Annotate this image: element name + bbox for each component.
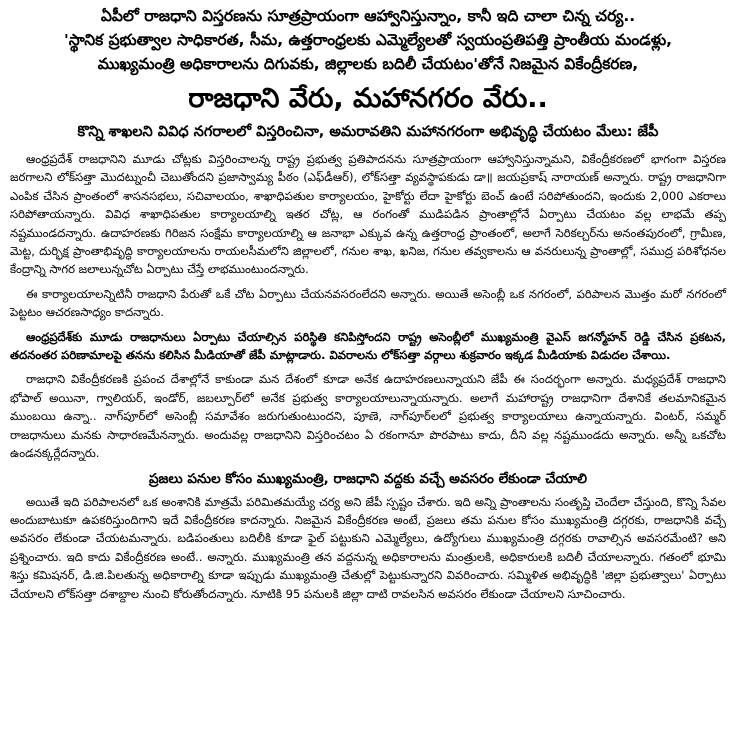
paragraph-3: ఆంధ్రప్రదేశ్‌కు మూడు రాజధానులు ఏర్పాటు చేయాల్సిన పరిస్థితి కనిపిస్తోందని రాష్ట్ర అసెంబ్లీలో ముఖ్యమంత్రి వైఎస్ జగన్మోహన్ రెడ్డి చేసిన ప్రకటన, తదనంతర పరిణామాలపై తనను కలిసిన మీడియాతో జేపీ మాట్లాడారు. వివరాలను లోక్‌సత్తా వర్గాలు శుక్రవారం ఇక్కడ మీడియాకు విడుదల చేశాయి. (10, 329, 726, 363)
section-heading: ప్రజలు పనుల కోసం ముఖ్యమంత్రి, రాజధాని వద్దకు వచ్చే అవసరం లేకుండా చేయాలి (148, 470, 588, 487)
headline: రాజధాని వేరు, మహానగరం వేరు.. (188, 83, 548, 114)
closing-paragraph: అయితే ఇది పరిపాలనలో ఒక అంశానికి మాత్రమే పరిమితమయ్యే చర్య అని జేపీ స్పష్టం చేశారు. ఇది అన్ని ప్రాంతాలను సంతృప్తి చెందేలా చేస్తుంది, కొన్ని సేవల అందుబాటుకూ ఉపకరిస్తుందిగాని ఇదే వికేంద్రీకరణ కాదన్నారు. నిజమైన వికేంద్రీకరణ అంటే, ప్రజలు తమ పనుల కోసం ముఖ్యమంత్రి దగ్గరకు, రాజధానికి వచ్చే అవసరం లేకుండా చేయటమన్నారు. బడిపంతులు బదిలీకి కూడా ఫైల్ పట్టుకుని ఎమ్మెల్యేలు, ఉద్యోగులు ముఖ్యమంత్రి దగ్గరకు రావాల్సిన అవసరమేంటి? అని ప్రశ్నించారు. ఇది కాదు వికేంద్రీకరణ అంటే.. అన్నారు. ముఖ్యమంత్రి తన వద్దనున్న అధికారాలను మంత్రులకి, అధికారులకి బదిలీ చేయాలన్నారు. గతంలో భూమి శిస్తు కమిషనర్, డి.జి.పిలతున్న అధికారాల్ని కూడా ఇప్పుడు ముఖ్యమంత్రి చేతుల్లో పెట్టుకున్నారని వివరించారు. సమ్మిళిత అభివృద్ధికి 'జిల్లా ప్రభుత్వాలు' ఏర్పాటు చేయాలని లోక్‌సత్తా దశాబ్దాల నుంచి కోరుతోందన్నారు. నూటికి 95 పనులకి జిల్లా దాటి రావలసిన అవసరం లేకుండా చేయాలని సూచించారు. (10, 494, 726, 601)
subhead: కొన్ని శాఖలని వివిధ నగరాలలో విస్తరించినా, అమరావతిని మహానగరంగా అభివృద్ధి చేయటం మేలు: జేపీ (77, 124, 659, 140)
kicker-line-2: 'స్థానిక ప్రభుత్వాల సాధికారత, సీమ, ఉత్తరాంధ్రలకు ఎమ్మెల్యేలతో స్వయంప్రతిపత్తి ప్రాంతీయ మండళ్లు, (63, 31, 673, 49)
paragraph-2: ఈ కార్యాలయాలన్నిటినీ రాజధాని పేరుతో ఒకే చోట ఏర్పాటు చేయనవసరంలేదని అన్నారు. అయితే అసెంబ్లీ ఒక నగరంలో, పరిపాలన మొత్తం మరో నగరంలో పెట్టటం ఆచరణసాధ్యం కాదన్నారు. (10, 286, 726, 320)
article-body (10, 150, 726, 603)
kicker-line-3: ముఖ్యమంత్రి అధికారాలను దిగువకు, జిల్లాలకు బదిలీ చేయటం'తోనే నిజమైన వికేంద్రీకరణ, (97, 55, 639, 73)
paragraph-4: రాజధాని వికేంద్రీకరణకి ప్రపంచ దేశాల్లోనే కాకుండా మన దేశంలో కూడా అనేక ఉదాహరణలున్నాయని జేపీ ఈ సందర్భంగా అన్నారు. మధ్యప్రదేశ్ రాజధాని భోపాల్ అయినా, గ్వాలియర్, ఇండోర్, జబల్పూర్‌లో అనేక ప్రభుత్వ కార్యాలయాలున్నాయన్నారు. అలాగే మహారాష్ట్ర రాజధానిగా దేశానికే తలమానికమైన ముంబయి ఉన్నా.. నాగ్‌పూర్‌లో అసెంబ్లీ సమావేశం జరుగుతుంటుందని, పూణె, నాగ్‌పూర్‌లలో ప్రభుత్వ కార్యాలయాలు ఉన్నాయన్నారు. వింటర్, సమ్మర్ రాజధానులు మనకు సాధారణమేనన్నారు. అందువల్ల రాజధానిని విస్తరించటం ఏ రకంగానూ పొరపాటు కాదు, దీని వల్ల నష్టముండదు అన్నారు. అన్నీ ఒకచోట ఉండనక్కర్లేదన్నారు. (10, 372, 726, 461)
paragraph-1: ఆంధ్రప్రదేశ్ రాజధానిని మూడు చోట్లకు విస్తరించాలన్న రాష్ట్ర ప్రభుత్వ ప్రతిపాదనను సూత్రప్రాయంగా ఆహ్వానిస్తున్నామని, వికేంద్రీకరణలో భాగంగా విస్తరణ జరగాలని లోక్‌సత్తా మొదట్నుంచీ చెబుతోందని ప్రజాస్వామ్య పీఠం (ఎఫ్‌డీఆర్), లోక్‌సత్తా వ్యవస్థాపకుడు డా॥ జయప్రకాష్ నారాయణ్ అన్నారు. రాష్ట్ర రాజధానిగా ఎంపిక చేసిన ప్రాంతంలో శాసనసభలు, సచివాలయం, శాఖాధిపతుల కార్యాలయం, హైకోర్టు లేదా హైకోర్టు బెంచ్ ఉంటే సరిపోతుందని, ఇందుకు 2,000 ఎకరాలు సరిపోతాయన్నారు. వివిధ శాఖాధిపతుల కార్యాలయాల్ని ఇతర చోట్ల, ఆ రంగంతో ముడిపడిన ప్రాంతాల్లోనే ఏర్పాటు చేయటం వల్ల లాభమే తప్ప నష్టముండదన్నారు. ఉదాహరణకు గిరిజన సంక్షేమ కార్యాలయాల్ని ఆ జనాభా ఎక్కువ ఉన్న ఉత్తరాంధ్ర ప్రాంతంలో, అలాగే సెరికల్చర్‌ను అనంతపురంలో, గ్రామీణ, మెట్ట, దుర్భిక్ష ప్రాంతాభివృద్ధి కార్యాలయాలను రాయలసీమలోని జిల్లాలలో, గనుల శాఖ, ఖనిజ, గనుల తవ్వకాలను ఆ వనరులున్న ప్రాంతాల్లో, సముద్ర పరిశోధనల కేంద్రాన్ని సాగర జలాలున్నచోట ఏర్పాటు చేస్తే లాభముంటుందన్నారు. (10, 152, 727, 277)
kicker-line-1: ఏపీలో రాజధాని విస్తరణను సూత్రప్రాయంగా ఆహ్వానిస్తున్నాం, కానీ ఇది చాలా చిన్న చర్య.. (100, 7, 636, 25)
